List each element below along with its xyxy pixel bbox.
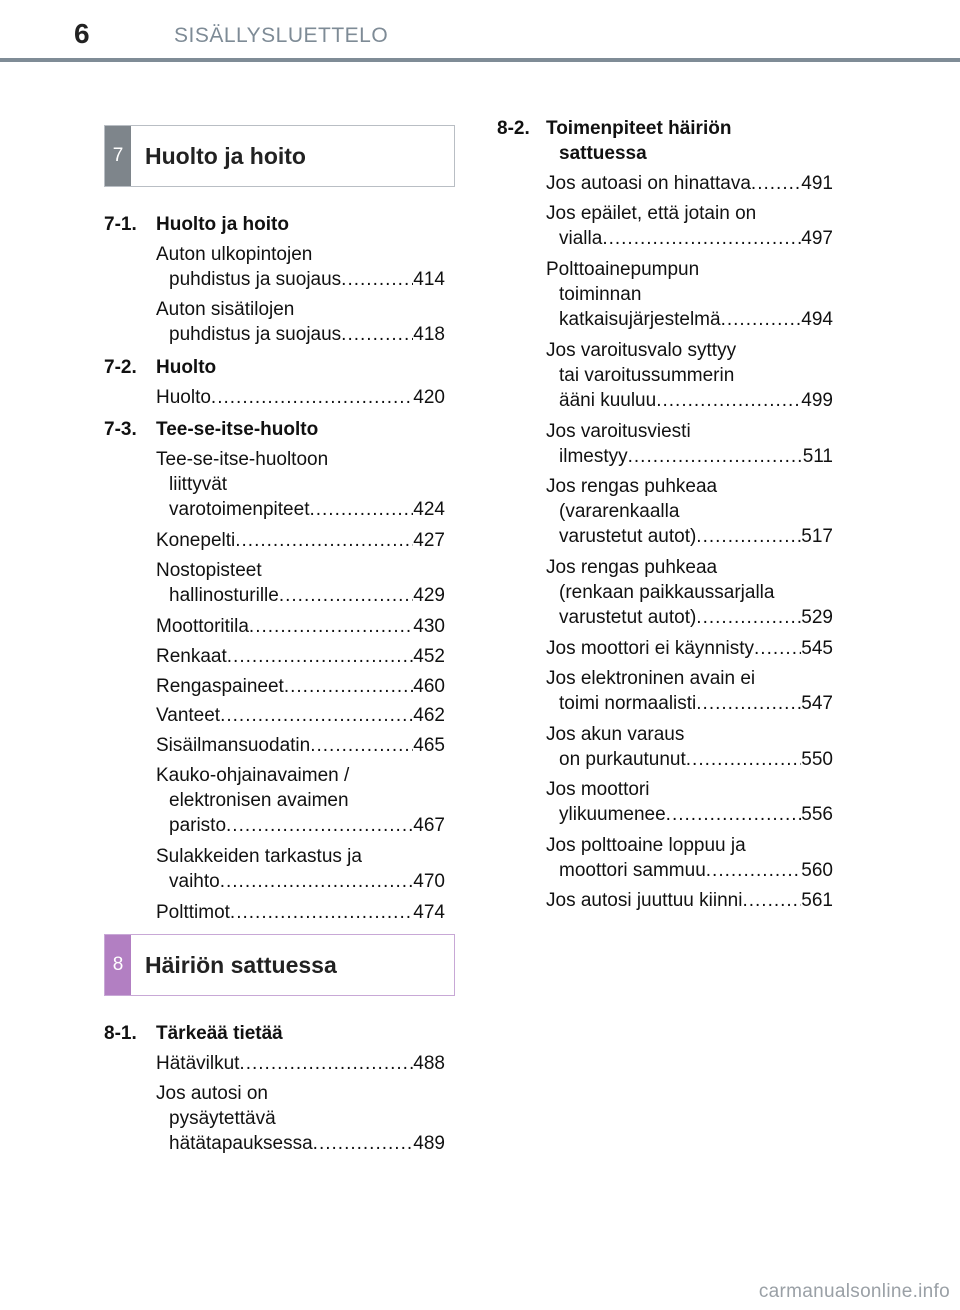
leader-dots bbox=[666, 802, 802, 827]
entry-text: (vararenkaalla bbox=[559, 501, 680, 522]
chapter-8-box bbox=[104, 934, 455, 996]
entry-text: varotoimenpiteet bbox=[169, 499, 310, 520]
entry-text: Jos rengas puhkeaa bbox=[546, 476, 718, 497]
toc-entry[interactable] bbox=[546, 257, 833, 332]
section-title-line: Toimenpiteet häiriön bbox=[546, 118, 732, 139]
toc-entry[interactable] bbox=[546, 636, 833, 661]
entry-text: on purkautunut bbox=[559, 749, 686, 770]
entry-text: Jos autosi juuttuu kiinni bbox=[546, 890, 743, 911]
entry-text: varustetut autot) bbox=[559, 526, 697, 547]
entry-text: Tee-se-itse-huoltoon bbox=[156, 449, 329, 470]
entry-text: Moottoritila bbox=[156, 616, 249, 637]
toc-entry[interactable] bbox=[546, 555, 833, 630]
entry-last-line bbox=[546, 388, 833, 413]
entry-last-line bbox=[156, 813, 445, 838]
entry-text: Jos moottori bbox=[546, 779, 650, 800]
section-number: 8-1. bbox=[104, 1023, 137, 1044]
leader-dots bbox=[696, 524, 801, 549]
entry-text: liittyvät bbox=[169, 474, 228, 495]
section-title bbox=[546, 116, 731, 166]
entry-text: puhdistus ja suojaus bbox=[169, 269, 342, 290]
toc-entry[interactable] bbox=[156, 297, 445, 347]
entry-text: Auton sisätilojen bbox=[156, 299, 295, 320]
toc-entry[interactable] bbox=[156, 1081, 445, 1156]
entry-last-line bbox=[546, 444, 833, 469]
section-7-3 bbox=[104, 417, 318, 442]
toc-entry[interactable] bbox=[546, 201, 833, 251]
toc-entry[interactable] bbox=[546, 666, 833, 716]
leader-dots bbox=[656, 388, 801, 413]
entry-text: Vanteet bbox=[156, 705, 221, 726]
page-ref: 460 bbox=[413, 676, 445, 697]
toc-entry[interactable] bbox=[156, 703, 445, 728]
entry-text: Jos epäilet, että jotain on bbox=[546, 203, 757, 224]
entry-last-line bbox=[156, 1131, 445, 1156]
entry-text: moottori sammuu bbox=[559, 860, 706, 881]
page-ref: 561 bbox=[801, 890, 833, 911]
page-ref: 497 bbox=[801, 228, 833, 249]
toc-entry[interactable] bbox=[546, 722, 833, 772]
toc-entry[interactable] bbox=[546, 419, 833, 469]
entry-text: Huolto bbox=[156, 387, 211, 408]
section-number: 7-2. bbox=[104, 357, 137, 378]
entry-text: toimi normaalisti bbox=[559, 693, 697, 714]
toc-entry[interactable] bbox=[546, 888, 833, 913]
entry-last-line bbox=[546, 888, 833, 913]
entry-text: varustetut autot) bbox=[559, 607, 697, 628]
leader-dots bbox=[706, 858, 802, 883]
page-ref: 462 bbox=[413, 705, 445, 726]
toc-entry[interactable] bbox=[546, 338, 833, 413]
toc-entry[interactable] bbox=[546, 833, 833, 883]
section-title: Tee-se-itse-huolto bbox=[156, 419, 319, 440]
section-number: 8-2. bbox=[497, 118, 530, 139]
entry-last-line bbox=[546, 226, 833, 251]
leader-dots bbox=[754, 636, 801, 661]
entry-text: hätätapauksessa bbox=[169, 1133, 313, 1154]
page-ref: 529 bbox=[801, 607, 833, 628]
entry-last-line bbox=[156, 614, 445, 639]
entry-last-line bbox=[546, 747, 833, 772]
entry-text: Hätävilkut bbox=[156, 1053, 240, 1074]
leader-dots bbox=[751, 171, 801, 196]
leader-dots bbox=[279, 583, 413, 608]
page-header bbox=[0, 0, 960, 62]
entry-text: Renkaat bbox=[156, 646, 227, 667]
leader-dots bbox=[220, 869, 414, 894]
leader-dots bbox=[686, 747, 802, 772]
page-ref: 511 bbox=[802, 446, 833, 467]
page-ref: 547 bbox=[801, 693, 833, 714]
leader-dots bbox=[230, 900, 413, 925]
entry-text: (renkaan paikkaussarjalla bbox=[559, 582, 775, 603]
page-ref: 452 bbox=[413, 646, 445, 667]
entry-last-line bbox=[156, 528, 445, 553]
leader-dots bbox=[696, 605, 801, 630]
entry-last-line bbox=[546, 171, 833, 196]
entry-last-line bbox=[546, 636, 833, 661]
entry-text: vialla bbox=[559, 228, 603, 249]
leader-dots bbox=[313, 1131, 414, 1156]
entry-last-line bbox=[546, 524, 833, 549]
leader-dots bbox=[309, 497, 413, 522]
page-ref: 424 bbox=[413, 499, 445, 520]
entry-text: ääni kuuluu bbox=[559, 390, 657, 411]
section-7-1 bbox=[104, 212, 289, 237]
section-title: Huolto ja hoito bbox=[156, 214, 289, 235]
toc-entry[interactable] bbox=[156, 644, 445, 669]
entry-last-line bbox=[546, 605, 833, 630]
entry-last-line bbox=[156, 869, 445, 894]
entry-text: paristo bbox=[169, 815, 227, 836]
entry-text: elektronisen avaimen bbox=[169, 790, 349, 811]
page-ref: 488 bbox=[413, 1053, 445, 1074]
entry-last-line bbox=[156, 674, 445, 699]
page-number: 6 bbox=[74, 18, 90, 49]
toc-entry[interactable] bbox=[156, 558, 445, 608]
entry-last-line bbox=[156, 322, 445, 347]
entry-text: toiminnan bbox=[559, 284, 642, 305]
entry-text: Sisäilmansuodatin bbox=[156, 735, 311, 756]
leader-dots bbox=[341, 267, 413, 292]
entry-text: puhdistus ja suojaus bbox=[169, 324, 342, 345]
header-rule bbox=[0, 58, 960, 62]
entry-text: katkaisujärjestelmä bbox=[559, 309, 721, 330]
leader-dots bbox=[211, 385, 413, 410]
toc-entry[interactable] bbox=[156, 763, 445, 838]
chapter-7-box bbox=[104, 125, 455, 187]
page-ref: 470 bbox=[413, 871, 445, 892]
toc-entry[interactable] bbox=[156, 242, 445, 292]
page-ref: 420 bbox=[413, 387, 445, 408]
leader-dots bbox=[220, 703, 413, 728]
page-ref: 499 bbox=[801, 390, 833, 411]
page-ref: 489 bbox=[413, 1133, 445, 1154]
section-number: 7-1. bbox=[104, 214, 137, 235]
entry-text: Polttimot bbox=[156, 902, 230, 923]
leader-dots bbox=[721, 307, 802, 332]
leader-dots bbox=[696, 691, 801, 716]
entry-text: Jos autoasi on hinattava bbox=[546, 173, 751, 194]
entry-last-line bbox=[156, 703, 445, 728]
leader-dots bbox=[742, 888, 801, 913]
entry-text: pysäytettävä bbox=[169, 1108, 276, 1129]
entry-last-line bbox=[156, 733, 445, 758]
section-number: 7-3. bbox=[104, 419, 137, 440]
watermark: carmanualsonline.info bbox=[758, 1281, 950, 1302]
page-ref: 430 bbox=[413, 616, 445, 637]
toc-entry[interactable] bbox=[156, 674, 445, 699]
leader-dots bbox=[235, 528, 413, 553]
entry-text: Jos elektroninen avain ei bbox=[546, 668, 756, 689]
entry-last-line bbox=[156, 497, 445, 522]
entry-text: Jos moottori ei käynnisty bbox=[546, 638, 755, 659]
entry-last-line bbox=[156, 1051, 445, 1076]
leader-dots bbox=[249, 614, 413, 639]
entry-text: ilmestyy bbox=[559, 446, 628, 467]
page-ref: 418 bbox=[413, 324, 445, 345]
entry-last-line bbox=[546, 858, 833, 883]
entry-last-line bbox=[156, 267, 445, 292]
page-ref: 494 bbox=[801, 309, 833, 330]
page-ref: 414 bbox=[413, 269, 445, 290]
entry-text: ylikuumenee bbox=[559, 804, 666, 825]
toc-entry[interactable] bbox=[156, 614, 445, 639]
entry-text: Nostopisteet bbox=[156, 560, 262, 581]
section-title: Tärkeää tietää bbox=[156, 1023, 283, 1044]
leader-dots bbox=[226, 813, 413, 838]
toc-entry[interactable] bbox=[546, 777, 833, 827]
page-ref: 427 bbox=[413, 530, 445, 551]
toc-entry[interactable] bbox=[156, 900, 445, 925]
section-title: Huolto bbox=[156, 357, 217, 378]
section-8-2 bbox=[497, 116, 731, 166]
page-ref: 550 bbox=[801, 749, 833, 770]
entry-text: Auton ulkopintojen bbox=[156, 244, 313, 265]
entry-text: Jos varoitusviesti bbox=[546, 421, 691, 442]
entry-last-line bbox=[546, 691, 833, 716]
entry-text: Kauko-ohjainavaimen / bbox=[156, 765, 350, 786]
page-ref: 474 bbox=[413, 902, 445, 923]
chapter-8-title: Häiriön sattuessa bbox=[145, 951, 337, 978]
page-ref: 560 bbox=[801, 860, 833, 881]
entry-text: Jos polttoaine loppuu ja bbox=[546, 835, 746, 856]
entry-text: vaihto bbox=[169, 871, 220, 892]
page-ref: 556 bbox=[801, 804, 833, 825]
entry-text: hallinosturille bbox=[169, 585, 279, 606]
toc-entry[interactable] bbox=[156, 528, 445, 553]
section-7-2 bbox=[104, 355, 216, 380]
entry-text: tai varoitussummerin bbox=[559, 365, 735, 386]
toc-entry[interactable] bbox=[156, 385, 445, 410]
toc-entry[interactable] bbox=[156, 733, 445, 758]
leader-dots bbox=[602, 226, 801, 251]
chapter-7-title: Huolto ja hoito bbox=[145, 142, 306, 169]
leader-dots bbox=[227, 644, 414, 669]
section-title-line: sattuessa bbox=[559, 143, 647, 164]
entry-last-line bbox=[156, 385, 445, 410]
entry-text: Rengaspaineet bbox=[156, 676, 284, 697]
entry-text: Polttoainepumpun bbox=[546, 259, 700, 280]
toc-entry[interactable] bbox=[156, 1051, 445, 1076]
page-ref: 429 bbox=[413, 585, 445, 606]
leader-dots bbox=[284, 674, 413, 699]
leader-dots bbox=[628, 444, 803, 469]
entry-last-line bbox=[156, 644, 445, 669]
entry-last-line bbox=[546, 307, 833, 332]
chapter-7-number: 7 bbox=[105, 126, 131, 186]
entry-text: Konepelti bbox=[156, 530, 236, 551]
entry-text: Sulakkeiden tarkastus ja bbox=[156, 846, 362, 867]
toc-entry[interactable] bbox=[546, 474, 833, 549]
entry-last-line bbox=[156, 583, 445, 608]
page-ref: 465 bbox=[413, 735, 445, 756]
page-ref: 467 bbox=[413, 815, 445, 836]
page-ref: 545 bbox=[801, 638, 833, 659]
chapter-8-number: 8 bbox=[105, 935, 131, 995]
page-ref: 491 bbox=[801, 173, 833, 194]
entry-text: Jos varoitusvalo syttyy bbox=[546, 340, 737, 361]
leader-dots bbox=[239, 1051, 413, 1076]
toc-entry[interactable] bbox=[156, 844, 445, 894]
entry-text: Jos akun varaus bbox=[546, 724, 685, 745]
entry-text: Jos autosi on bbox=[156, 1083, 268, 1104]
entry-last-line bbox=[546, 802, 833, 827]
entry-text: Jos rengas puhkeaa bbox=[546, 557, 718, 578]
entry-last-line bbox=[156, 900, 445, 925]
section-8-1 bbox=[104, 1021, 283, 1046]
leader-dots bbox=[341, 322, 413, 347]
leader-dots bbox=[310, 733, 413, 758]
page-title: SISÄLLYSLUETTELO bbox=[174, 24, 389, 47]
toc-entry[interactable] bbox=[156, 447, 445, 522]
toc-entry[interactable] bbox=[546, 171, 833, 196]
page-ref: 517 bbox=[801, 526, 833, 547]
